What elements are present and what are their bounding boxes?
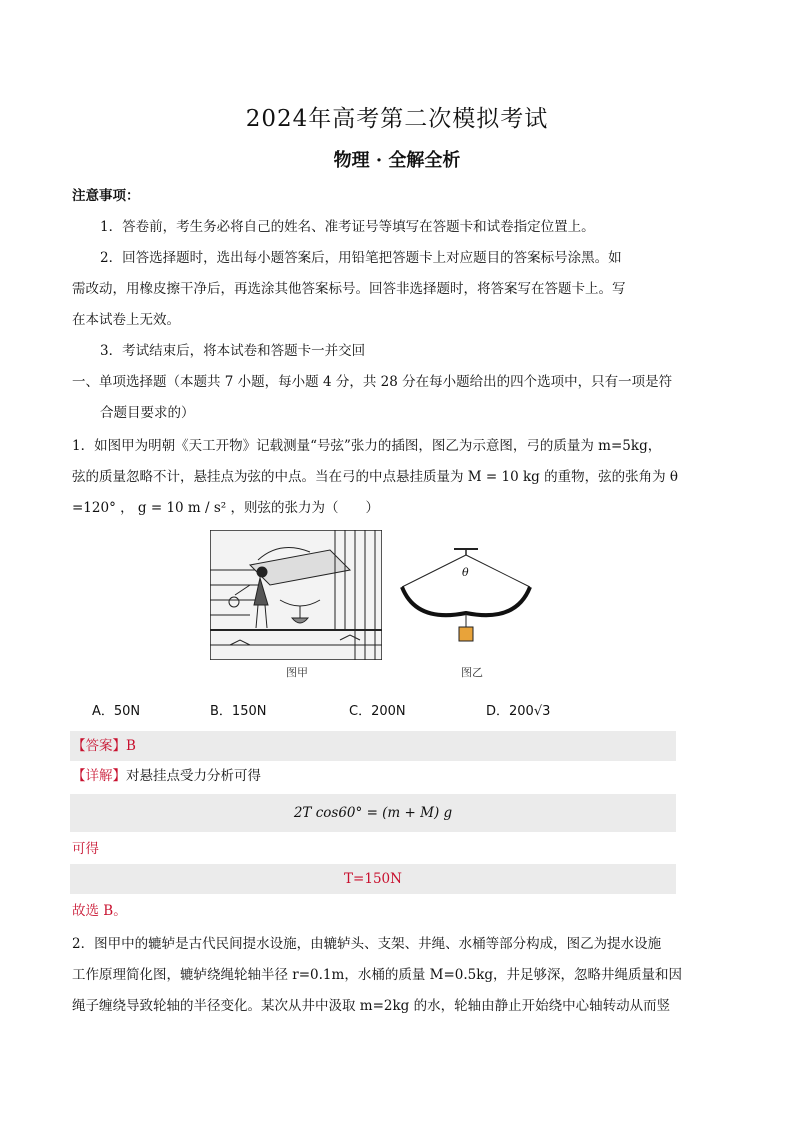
figure-b-caption: 图乙	[461, 666, 483, 679]
notice-heading: 注意事项：	[72, 188, 140, 204]
q1-option-a: A．50N	[92, 704, 141, 719]
formula-1: 2T cos60° = (m + M) g	[293, 805, 453, 821]
page-subtitle: 物理 · 全解全析	[333, 150, 461, 171]
section-heading-line-1: 一、单项选择题（本题共 7 小题，每小题 4 分，共 28 分在每小题给出的四个选项中，只有一项是符	[72, 374, 673, 390]
q2-stem-line-3: 绳子缠绕导致轮轴的半径变化。某次从井中汲取 m=2kg 的水，轮轴由静止开始绕中心轴转动从而竖	[72, 998, 671, 1014]
q1-detail	[72, 766, 732, 786]
q1-stem-line-2: 弦的质量忽略不计，悬挂点为弦的中点。当在弓的中点悬挂质量为 M = 10 kg 的重物，弦的张角为 θ	[72, 469, 679, 485]
q1-option-b: B．150N	[210, 704, 267, 719]
theta-label: θ	[462, 566, 469, 579]
q1-conclusion: 故选 B。	[72, 903, 127, 919]
page-title: 2024年高考第二次模拟考试	[245, 106, 549, 132]
q1-answer	[72, 736, 732, 756]
notice-item-1: 1．答卷前，考生务必将自己的姓名、准考证号等填写在答题卡和试卷指定位置上。	[100, 219, 595, 235]
figure-a-woodcut-illustration	[210, 530, 382, 660]
notice-item-2-line-3: 在本试卷上无效。	[72, 312, 180, 328]
q1-option-d: D．200√3	[486, 704, 551, 719]
detail-label: 【详解】	[72, 768, 126, 784]
q1-option-c: C．200N	[349, 704, 406, 719]
q2-stem-line-2: 工作原理简化图，辘轳绕绳轮轴半径 r=0.1m，水桶的质量 M=0.5kg，井足够深，忽略井绳质量和因	[72, 967, 683, 983]
result-intro: 可得	[72, 841, 99, 857]
notice-item-2-line-1: 2．回答选择题时，选出每小题答案后，用铅笔把答题卡上对应题目的答案标号涂黑。如	[100, 250, 622, 266]
notice-item-2-line-2: 需改动，用橡皮擦干净后，再选涂其他答案标号。回答非选择题时，将答案写在答题卡上。写	[72, 281, 626, 297]
figure-b-bow-schematic	[398, 545, 536, 650]
detail-text: 对悬挂点受力分析可得	[126, 768, 261, 784]
q1-stem-line-1: 1．如图甲为明朝《天工开物》记载测量“号弦”张力的插图，图乙为示意图，弓的质量为 m=5kg，	[72, 438, 662, 454]
figure-a-caption: 图甲	[286, 666, 308, 679]
formula-2: T=150N	[344, 871, 402, 887]
notice-item-3: 3．考试结束后，将本试卷和答题卡一并交回	[100, 343, 366, 359]
section-heading-line-2: 合题目要求的）	[100, 405, 195, 421]
answer-label: 【答案】	[72, 738, 126, 754]
q1-stem-line-3: =120° ， g = 10 m / s² ，则弦的张力为（ ）	[72, 500, 379, 516]
answer-value: B	[126, 738, 136, 754]
q2-stem-line-1: 2．图甲中的辘轳是古代民间提水设施，由辘轳头、支架、井绳、水桶等部分构成，图乙为提水设施	[72, 936, 662, 952]
